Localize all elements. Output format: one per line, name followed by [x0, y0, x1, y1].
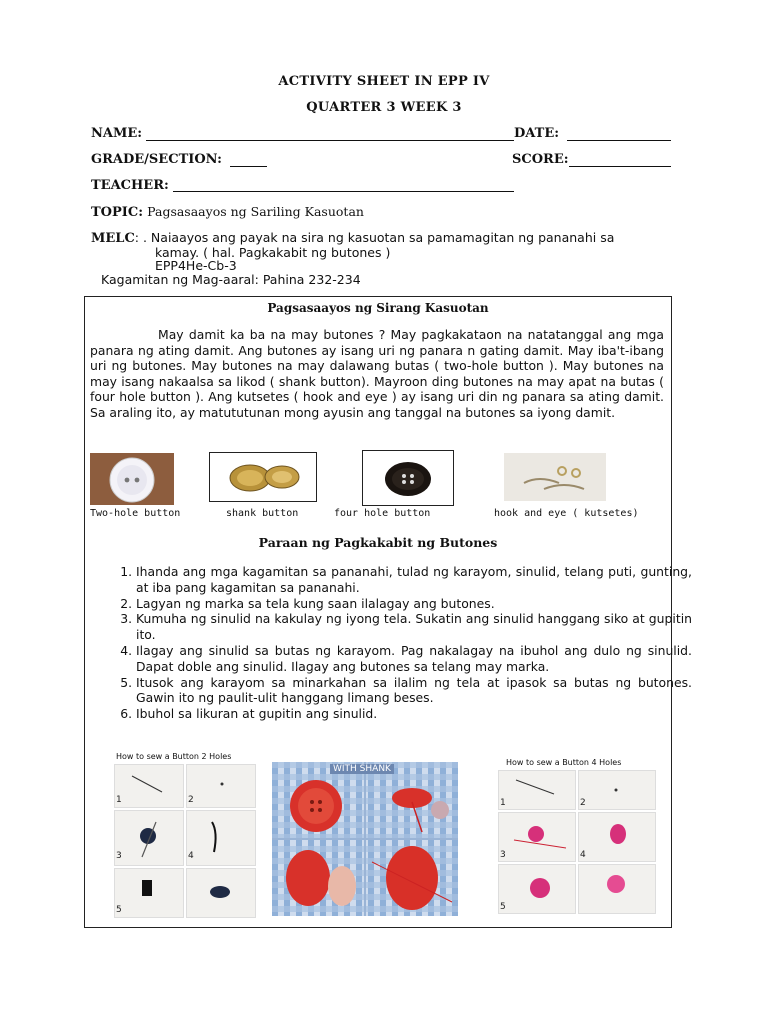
- melc-line-2: kamay. ( hal. Pagkakabit ng butones ): [155, 245, 391, 260]
- date-label: DATE:: [514, 126, 560, 141]
- figure-step-number: 4: [580, 850, 586, 860]
- shank-button-image: [209, 452, 317, 502]
- topic-label: TOPIC:: [91, 205, 143, 220]
- name-label: NAME:: [91, 126, 143, 141]
- four-holes-figure-caption: How to sew a Button 4 Holes: [506, 758, 622, 767]
- figure-step-number: 5: [116, 905, 122, 915]
- procedure-step: 3. Kumuha ng sinulid na kakulay ng iyong tela. Sukatin ang sinulid hanggang siko at gupitin ito.: [136, 611, 692, 643]
- two-holes-steps-figure: [112, 762, 256, 918]
- page-title: ACTIVITY SHEET IN EPP IV: [278, 74, 490, 89]
- red-button-icon: [272, 762, 458, 916]
- score-label: SCORE:: [512, 152, 569, 167]
- procedure-step: 6. Ibuhol sa likuran at gupitin ang sinulid.: [136, 706, 692, 722]
- navy-button-icon: [112, 762, 256, 918]
- lesson-title: Pagsasaayos ng Sirang Kasuotan: [267, 301, 489, 315]
- shank-figure-caption: WITH SHANK: [330, 764, 394, 774]
- grade-section-label: GRADE/SECTION:: [91, 152, 222, 167]
- melc-line-1: : . Naiaayos ang payak na sira ng kasuotan sa pamamagitan ng pananahi sa: [134, 230, 615, 245]
- melc-code: EPP4He-Cb-3: [155, 258, 237, 273]
- pink-button-icon: [496, 768, 658, 914]
- teacher-field[interactable]: [173, 190, 514, 192]
- figure-step-number: 1: [116, 795, 122, 805]
- procedure-title: Paraan ng Pagkakabit ng Butones: [258, 535, 498, 550]
- figure-step-number: 5: [500, 902, 506, 912]
- figure-step-number: 2: [188, 795, 194, 805]
- two-hole-button-icon: [90, 453, 174, 505]
- topic-value: Pagsasaayos ng Sariling Kasuotan: [147, 204, 364, 219]
- melc-label: MELC: [91, 231, 135, 246]
- hook-and-eye-icon: [504, 453, 606, 501]
- figure-step-number: 2: [580, 798, 586, 808]
- four-hole-button-caption: four hole button: [334, 508, 431, 519]
- procedure-step: 5. Itusok ang karayom sa minarkahan sa ilalim ng tela at ipasok sa butas ng butones. Gawin ito ng paulit-ulit hanggang limang beses.: [136, 675, 692, 707]
- melc: [91, 230, 614, 246]
- shank-button-icon: [210, 453, 316, 501]
- hook-and-eye-image: [504, 453, 606, 501]
- name-field[interactable]: [146, 139, 514, 141]
- procedure-step: 4. Ilagay ang sinulid sa butas ng karayom. Pag nakalagay na ibuhol ang dulo ng sinulid. Dapat doble ang sinulid. Ilagay ang butones sa telang may marka.: [136, 643, 692, 675]
- two-hole-button-caption: Two-hole button: [90, 508, 181, 519]
- shank-steps-figure: [272, 762, 458, 916]
- figure-step-number: 3: [116, 851, 122, 861]
- four-holes-steps-figure: [496, 768, 658, 914]
- procedure-step: 2. Lagyan ng marka sa tela kung saan ilalagay ang butones.: [136, 596, 692, 612]
- four-hole-button-icon: [363, 451, 453, 505]
- procedure-step: 1. Ihanda ang mga kagamitan sa pananahi, tulad ng karayom, sinulid, telang puti, gunting, at iba pang kagamitan sa pananahi.: [136, 564, 692, 596]
- grade-section-field[interactable]: [230, 165, 267, 167]
- lesson-paragraph: May damit ka ba na may butones ? May pagkakataon na natatanggal ang mga panara ng ating damit. Ang butones ay isang uri ng panara n gating damit. May iba't-ibang uri ng butones. May butones na may dalawang butas ( two-hole button ). May butones na may isang nakaalsa sa likod ( shank button). Mayroon ding butones na may apat na butas ( four hole button ). Ang kutsetes ( hook and eye ) ay isang uri din ng panara sa ating damit. Sa araling ito, ay matututunan mong ayusin ang tanggal na butones sa iyong damit.: [90, 327, 664, 420]
- score-field[interactable]: [569, 165, 671, 167]
- teacher-label: TEACHER:: [91, 178, 169, 193]
- figure-step-number: 3: [500, 850, 506, 860]
- topic: [91, 204, 364, 220]
- figure-step-number: 1: [500, 798, 506, 808]
- two-hole-button-image: [90, 453, 174, 505]
- date-field[interactable]: [567, 139, 671, 141]
- page-subtitle: QUARTER 3 WEEK 3: [306, 100, 462, 115]
- shank-button-caption: shank button: [226, 508, 299, 519]
- four-hole-button-image: [362, 450, 454, 506]
- procedure-steps: [108, 564, 692, 722]
- two-holes-figure-caption: How to sew a Button 2 Holes: [116, 752, 232, 761]
- materials-reference: Kagamitan ng Mag-aaral: Pahina 232-234: [101, 272, 361, 287]
- figure-step-number: 4: [188, 851, 194, 861]
- hook-and-eye-caption: hook and eye ( kutsetes): [494, 508, 639, 519]
